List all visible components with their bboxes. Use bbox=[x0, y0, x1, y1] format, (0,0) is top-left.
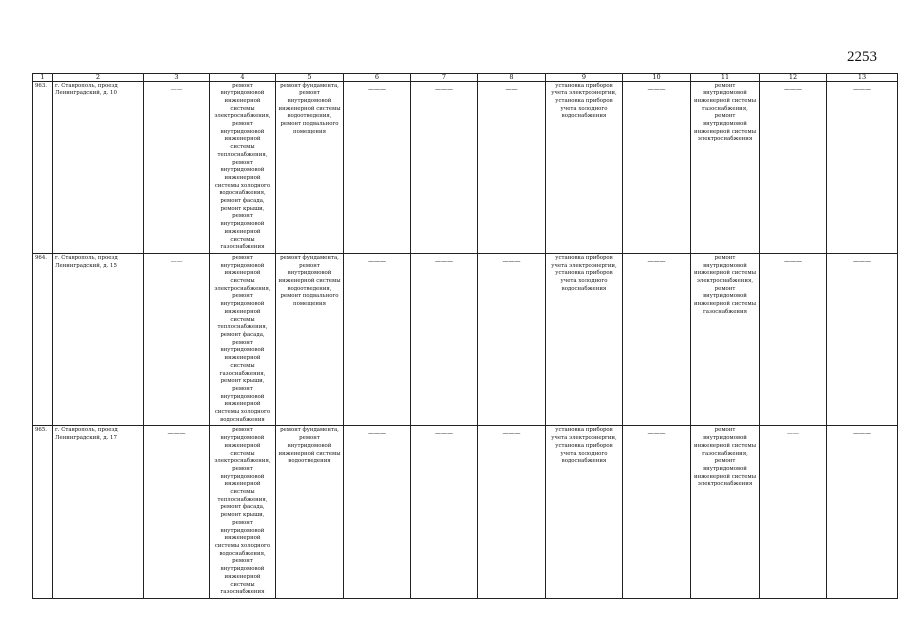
works-col-11: ремонт внутридомовой инженерной системы газоснабжения, ремонт внутридомовой инженерной системы электроснабжения bbox=[691, 426, 760, 598]
empty-dash: ——— bbox=[502, 430, 521, 438]
works-col-4: ремонт внутридомовой инженерной системы электроснабжения, ремонт внутридомовой инженерной системы теплоснабжения, ремонт внутридомовой инженерной системы холодного водоснабжения, ремонт фасада, ремонт крыши, ремонт внутридомовой инженерной системы газоснабжения bbox=[210, 81, 276, 253]
works-col-9: установка приборов учета электроэнергии, установка приборов учета холодного водоснабжения bbox=[546, 81, 623, 253]
column-header: 6 bbox=[344, 74, 411, 82]
empty-dash: —— bbox=[505, 85, 518, 93]
works-col-5: ремонт фундамента, ремонт внутридомовой инженерной системы водоотведения bbox=[276, 426, 344, 598]
empty-dash: —— bbox=[170, 85, 183, 93]
column-header: 4 bbox=[210, 74, 276, 82]
table-row bbox=[33, 426, 898, 598]
works-col-11: ремонт внутридомовой инженерной системы электроснабжения, ремонт внутридомовой инженерной системы газоснабжения bbox=[691, 253, 760, 425]
column-header: 9 bbox=[546, 74, 623, 82]
empty-dash: ——— bbox=[784, 85, 802, 93]
works-col-9: установка приборов учета электроэнергии, установка приборов учета холодного водоснабжения bbox=[546, 426, 623, 598]
empty-dash: —— bbox=[787, 430, 799, 438]
works-col-5: ремонт фундамента, ремонт внутридомовой инженерной системы водоотведения, ремонт подвального помещения bbox=[276, 81, 344, 253]
page-number: 2253 bbox=[847, 49, 877, 65]
empty-dash: ——— bbox=[784, 257, 802, 265]
empty-dash: ——— bbox=[853, 257, 871, 265]
empty-dash: ——— bbox=[368, 430, 386, 438]
row-number: 964. bbox=[33, 253, 53, 425]
empty-dash: ——— bbox=[435, 85, 453, 93]
works-col-4: ремонт внутридомовой инженерной системы электроснабжения, ремонт внутридомовой инженерной системы теплоснабжения, ремонт фасада, ремонт крыши, ремонт внутридомовой инженерной системы холодного водоснабжения, ремонт внутридомовой инженерной системы газоснабжения bbox=[210, 426, 276, 598]
column-number-row bbox=[33, 74, 898, 82]
empty-dash: ——— bbox=[853, 430, 871, 438]
works-col-11: ремонт внутридомовой инженерной системы газоснабжения, ремонт внутридомовой инженерной системы электроснабжения bbox=[691, 81, 760, 253]
table-row bbox=[33, 81, 898, 253]
empty-dash: ——— bbox=[368, 85, 386, 93]
empty-dash: ——— bbox=[435, 257, 453, 265]
empty-dash: ——— bbox=[647, 257, 666, 265]
empty-dash: ——— bbox=[853, 85, 871, 93]
works-col-4: ремонт внутридомовой инженерной системы электроснабжения, ремонт внутридомовой инженерной системы теплоснабжения, ремонт фасада, ремонт внутридомовой инженерной системы газоснабжения, ремонт крыши, ремонт внутридомовой инженерной системы холодного водоснабжения bbox=[210, 253, 276, 425]
column-header: 11 bbox=[691, 74, 760, 82]
empty-dash: ——— bbox=[647, 85, 666, 93]
column-header: 2 bbox=[53, 74, 144, 82]
empty-dash: ——— bbox=[368, 257, 386, 265]
column-header: 5 bbox=[276, 74, 344, 82]
works-col-5: ремонт фундамента, ремонт внутридомовой инженерной системы водоотведения, ремонт подвального помещения bbox=[276, 253, 344, 425]
empty-dash: ——— bbox=[647, 430, 666, 438]
column-header: 13 bbox=[827, 74, 898, 82]
column-header: 7 bbox=[411, 74, 478, 82]
column-header: 3 bbox=[144, 74, 210, 82]
empty-dash: ——— bbox=[502, 257, 521, 265]
empty-dash: —— bbox=[170, 257, 183, 265]
table-row bbox=[33, 253, 898, 425]
row-address: г. Ставрополь, проезд Ленинградский, д. 15 bbox=[53, 253, 144, 425]
works-table bbox=[32, 73, 898, 599]
empty-dash: ——— bbox=[435, 430, 453, 438]
empty-dash: ——— bbox=[167, 430, 186, 438]
column-header: 1 bbox=[33, 74, 53, 82]
column-header: 10 bbox=[623, 74, 691, 82]
column-header: 8 bbox=[478, 74, 546, 82]
works-col-9: установка приборов учета электроэнергии, установка приборов учета холодного водоснабжения bbox=[546, 253, 623, 425]
row-number: 965. bbox=[33, 426, 53, 598]
row-number: 963. bbox=[33, 81, 53, 253]
column-header: 12 bbox=[760, 74, 827, 82]
row-address: г. Ставрополь, проезд Ленинградский, д. 17 bbox=[53, 426, 144, 598]
row-address: г. Ставрополь, проезд Ленинградский, д. 10 bbox=[53, 81, 144, 253]
